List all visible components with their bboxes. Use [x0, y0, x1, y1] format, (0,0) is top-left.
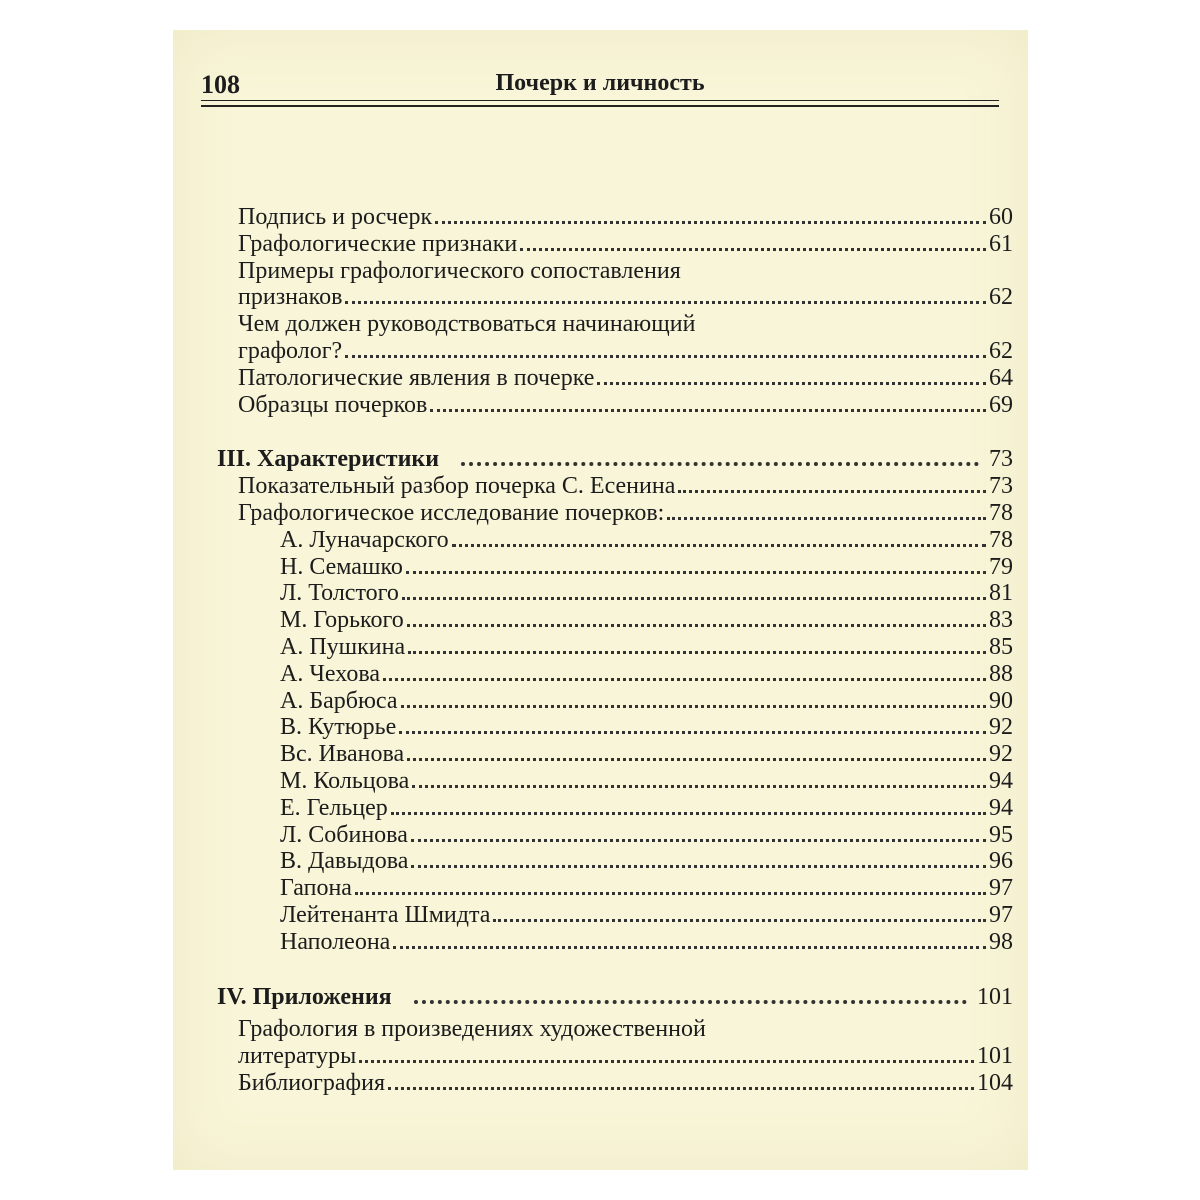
toc-entry-title: Библиография	[238, 1069, 385, 1096]
toc-subentry	[217, 714, 1013, 741]
toc-entry-page: 61	[989, 230, 1013, 257]
toc-entry	[217, 473, 1013, 500]
dot-leader	[520, 248, 986, 251]
dot-leader	[412, 785, 986, 788]
toc-subentry	[217, 741, 1013, 768]
toc-section-heading	[217, 984, 1013, 1011]
dot-leader	[414, 1000, 967, 1004]
toc-entry-title: Патологические явления в почерке	[238, 364, 595, 391]
toc-entry-page: 78	[989, 499, 1013, 526]
toc-entry-page: 97	[989, 875, 1013, 902]
toc-entry	[217, 338, 1013, 365]
toc-entry-title: графолог?	[238, 337, 343, 364]
toc-subentry	[217, 661, 1013, 688]
dot-leader	[345, 301, 986, 304]
toc-entry-title: Наполеона	[280, 928, 391, 955]
toc-entry-page: 88	[989, 660, 1013, 687]
toc-entry	[217, 500, 1013, 527]
toc-entry-title: Графологическое исследование почерков:	[238, 499, 665, 526]
toc-entry-title: Вс. Иванова	[280, 741, 405, 768]
toc-entry-page: 95	[989, 821, 1013, 848]
dot-leader	[411, 839, 986, 842]
toc-entry-first-line	[217, 258, 1013, 285]
book-page	[173, 30, 1028, 1170]
toc-entry-title: А. Луначарского	[280, 526, 449, 553]
toc-entry-first-line	[217, 1016, 1013, 1043]
header-rule	[201, 100, 999, 101]
toc-entry-title: Е. Гельцер	[280, 794, 388, 821]
toc-entry-title: Показательный разбор почерка С. Есенина	[238, 473, 676, 500]
dot-leader	[406, 571, 986, 574]
toc-entry	[217, 284, 1013, 311]
dot-leader	[399, 731, 986, 734]
toc-entry-page: 101	[977, 1043, 1013, 1070]
toc-entry-title: А. Барбюса	[280, 687, 398, 714]
toc-subentry	[217, 688, 1013, 715]
toc-entry-title: Графологические признаки	[238, 230, 518, 257]
section-heading-title: III. Характеристики	[217, 446, 440, 473]
toc-entry-title: Подпись и росчерк	[238, 204, 433, 230]
toc-subentry	[217, 607, 1013, 634]
dot-leader	[401, 705, 986, 708]
toc-entry-title: М. Кольцова	[280, 767, 410, 794]
toc-entry	[217, 365, 1013, 392]
toc-section-heading	[217, 446, 1013, 473]
toc-entry	[217, 1070, 1013, 1097]
toc-entry-page: 69	[989, 391, 1013, 418]
dot-leader	[407, 758, 986, 761]
toc-entry-page: 92	[989, 714, 1013, 741]
toc-entry-page: 94	[989, 767, 1013, 794]
toc-entry-page: 81	[989, 580, 1013, 607]
toc-entry-page: 92	[989, 741, 1013, 768]
page-number: 108	[201, 70, 240, 99]
toc-subentry	[217, 768, 1013, 795]
dot-leader	[407, 624, 986, 627]
toc-subentry	[217, 634, 1013, 661]
toc-entry	[217, 231, 1013, 258]
dot-leader	[667, 517, 986, 520]
dot-leader	[435, 221, 986, 224]
toc-entry-title: Графология в произведениях художественной	[238, 1016, 706, 1043]
toc-entry-title: А. Чехова	[280, 660, 381, 687]
toc-entry-title: литературы	[238, 1043, 357, 1070]
dot-leader	[391, 812, 986, 815]
toc-entry-page: 85	[989, 633, 1013, 660]
toc-entry	[217, 204, 1013, 231]
toc-subentry	[217, 902, 1013, 929]
toc-entry-page: 83	[989, 607, 1013, 634]
section-heading-page: 73	[989, 446, 1013, 473]
toc-entry-title: М. Горького	[280, 607, 404, 634]
toc-entry	[217, 392, 1013, 419]
toc-subentries	[217, 527, 1013, 956]
section-heading-page: 101	[977, 983, 1013, 1010]
toc-entry-title: А. Пушкина	[280, 633, 406, 660]
toc-entry-title: Образцы почерков	[238, 391, 428, 418]
toc-entry-page: 79	[989, 553, 1013, 580]
header-rule-thick	[201, 105, 999, 107]
toc-entry-page: 73	[989, 473, 1013, 500]
table-of-contents	[217, 204, 1013, 1097]
dot-leader	[345, 355, 986, 358]
toc-entry-page: 60	[989, 204, 1013, 230]
toc-subentry	[217, 795, 1013, 822]
toc-entry-title: В. Давыдова	[280, 848, 409, 875]
toc-entry-title: признаков	[238, 284, 343, 311]
toc-entry-page: 78	[989, 526, 1013, 553]
toc-entry-page: 90	[989, 687, 1013, 714]
toc-subentry	[217, 554, 1013, 581]
toc-entry-page: 96	[989, 848, 1013, 875]
toc-entry-title: Примеры графологического сопоставления	[238, 257, 681, 284]
toc-entry-title: Л. Собинова	[280, 821, 408, 848]
toc-entry-page: 94	[989, 794, 1013, 821]
toc-entry-title: Гапона	[280, 875, 352, 902]
dot-leader	[597, 382, 986, 385]
toc-entry-page: 104	[977, 1069, 1013, 1096]
dot-leader	[493, 919, 986, 922]
toc-entry-title: Лейтенанта Шмидта	[280, 901, 491, 928]
dot-leader	[452, 544, 986, 547]
dot-leader	[408, 651, 986, 654]
toc-section-iv	[217, 984, 1013, 1097]
toc-entry-title: Н. Семашко	[280, 553, 403, 580]
toc-entry	[217, 1043, 1013, 1070]
dot-leader	[383, 678, 986, 681]
running-title: Почерк и личность	[495, 70, 705, 96]
dot-leader	[393, 946, 986, 949]
toc-section-ii-items	[217, 204, 1013, 418]
dot-leader	[678, 490, 986, 493]
toc-entry-page: 97	[989, 901, 1013, 928]
toc-entry-page: 64	[989, 364, 1013, 391]
toc-entry-first-line	[217, 311, 1013, 338]
toc-entry-page: 98	[989, 928, 1013, 955]
toc-entry-title: Л. Толстого	[280, 580, 399, 607]
toc-subentry	[217, 848, 1013, 875]
toc-subentry	[217, 580, 1013, 607]
dot-leader	[461, 462, 979, 466]
toc-entry-title: Чем должен руководствоваться начинающий	[238, 311, 696, 338]
dot-leader	[355, 892, 986, 895]
toc-entry-page: 62	[989, 337, 1013, 364]
section-heading-title: IV. Приложения	[217, 983, 392, 1010]
toc-entry-title: В. Кутюрье	[280, 714, 397, 741]
toc-subentry	[217, 875, 1013, 902]
toc-section-iii	[217, 446, 1013, 955]
dot-leader	[359, 1060, 974, 1063]
toc-subentry	[217, 929, 1013, 956]
dot-leader	[430, 409, 986, 412]
toc-subentry	[217, 527, 1013, 554]
dot-leader	[411, 865, 986, 868]
toc-subentry	[217, 822, 1013, 849]
running-header	[201, 70, 999, 104]
dot-leader	[388, 1087, 974, 1090]
dot-leader	[402, 597, 986, 600]
toc-entry-page: 62	[989, 284, 1013, 311]
